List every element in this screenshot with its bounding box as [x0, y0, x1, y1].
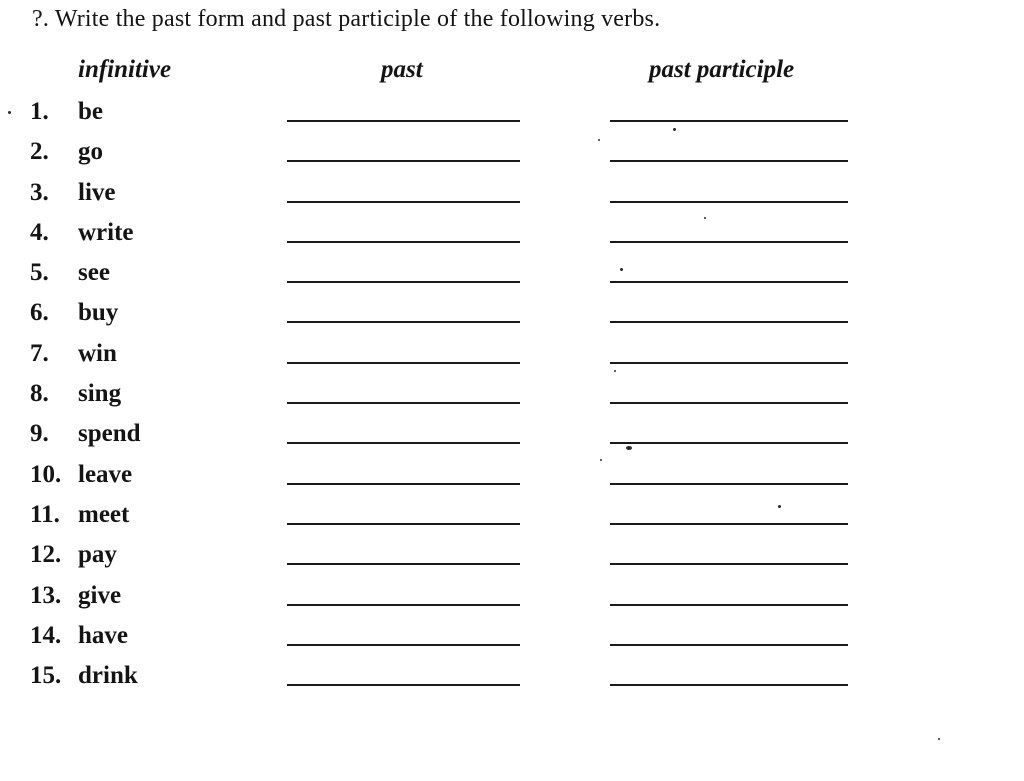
past-answer-blank[interactable] [287, 362, 520, 364]
item-number: 10. [30, 460, 62, 488]
infinitive-verb: have [78, 621, 128, 649]
verb-row [0, 338, 1024, 378]
infinitive-verb: spend [78, 420, 141, 448]
infinitive-verb: go [78, 138, 103, 166]
past-answer-blank[interactable] [287, 281, 520, 283]
past-answer-blank[interactable] [287, 684, 520, 686]
infinitive-verb: buy [78, 299, 119, 327]
verb-row [0, 499, 1024, 539]
scan-speck [626, 446, 632, 450]
past-participle-answer-blank[interactable] [610, 483, 848, 485]
infinitive-verb: give [78, 581, 122, 609]
past-answer-blank[interactable] [287, 160, 520, 162]
past-answer-blank[interactable] [287, 644, 520, 646]
verb-row [0, 96, 1024, 136]
past-participle-answer-blank[interactable] [610, 201, 848, 203]
verb-row [0, 418, 1024, 458]
infinitive-verb: win [78, 339, 117, 367]
past-participle-answer-blank[interactable] [610, 160, 848, 162]
past-answer-blank[interactable] [287, 201, 520, 203]
infinitive-verb: pay [78, 541, 117, 569]
past-answer-blank[interactable] [287, 120, 520, 122]
verb-row [0, 177, 1024, 217]
item-number: 3. [30, 178, 49, 206]
item-number: 1. [30, 98, 49, 125]
past-answer-blank[interactable] [287, 523, 520, 525]
scan-speck [620, 268, 623, 271]
instruction-text: ?. Write the past form and past participle of the following verbs. [32, 6, 661, 32]
infinitive-verb: live [78, 178, 116, 206]
item-number: 14. [30, 621, 62, 649]
scan-speck [598, 139, 600, 141]
scan-speck [673, 128, 676, 131]
infinitive-verb: sing [78, 380, 122, 408]
verb-row [0, 459, 1024, 499]
verb-list [0, 96, 1024, 700]
past-answer-blank[interactable] [287, 402, 520, 404]
verb-row [0, 580, 1024, 620]
scan-speck [8, 111, 11, 114]
item-number: 2. [30, 138, 49, 166]
infinitive-verb: leave [78, 460, 133, 488]
past-participle-answer-blank[interactable] [610, 321, 848, 323]
item-number: 4. [30, 218, 49, 246]
infinitive-verb: write [78, 218, 134, 246]
verb-row [0, 620, 1024, 660]
past-participle-answer-blank[interactable] [610, 442, 848, 444]
infinitive-verb: be [78, 98, 103, 125]
scan-speck [938, 738, 940, 740]
past-answer-blank[interactable] [287, 442, 520, 444]
past-answer-blank[interactable] [287, 321, 520, 323]
past-participle-answer-blank[interactable] [610, 281, 848, 283]
verb-row [0, 660, 1024, 700]
past-participle-answer-blank[interactable] [610, 644, 848, 646]
item-number: 5. [30, 259, 49, 287]
verb-row [0, 297, 1024, 337]
infinitive-verb: meet [78, 500, 130, 528]
past-answer-blank[interactable] [287, 563, 520, 565]
item-number: 7. [30, 339, 49, 367]
past-participle-answer-blank[interactable] [610, 241, 848, 243]
scan-speck [614, 370, 616, 372]
header-infinitive: infinitive [78, 56, 172, 83]
item-number: 9. [30, 420, 49, 448]
infinitive-verb: see [78, 259, 110, 287]
item-number: 6. [30, 299, 49, 327]
header-past: past [381, 56, 423, 83]
scan-speck [600, 459, 602, 461]
verb-row [0, 257, 1024, 297]
verb-row [0, 136, 1024, 176]
past-participle-answer-blank[interactable] [610, 362, 848, 364]
item-number: 11. [30, 500, 60, 528]
item-number: 13. [30, 581, 62, 609]
item-number: 8. [30, 380, 49, 408]
item-number: 15. [30, 662, 62, 690]
verb-row [0, 378, 1024, 418]
scan-speck [704, 217, 706, 219]
infinitive-verb: drink [78, 662, 138, 690]
past-participle-answer-blank[interactable] [610, 402, 848, 404]
past-answer-blank[interactable] [287, 483, 520, 485]
header-past-participle: past participle [649, 56, 795, 83]
past-participle-answer-blank[interactable] [610, 604, 848, 606]
past-participle-answer-blank[interactable] [610, 120, 848, 122]
past-participle-answer-blank[interactable] [610, 563, 848, 565]
scan-speck [778, 505, 781, 508]
past-answer-blank[interactable] [287, 241, 520, 243]
past-participle-answer-blank[interactable] [610, 684, 848, 686]
verb-row [0, 217, 1024, 257]
past-answer-blank[interactable] [287, 604, 520, 606]
verb-row [0, 539, 1024, 579]
past-participle-answer-blank[interactable] [610, 523, 848, 525]
item-number: 12. [30, 541, 62, 569]
